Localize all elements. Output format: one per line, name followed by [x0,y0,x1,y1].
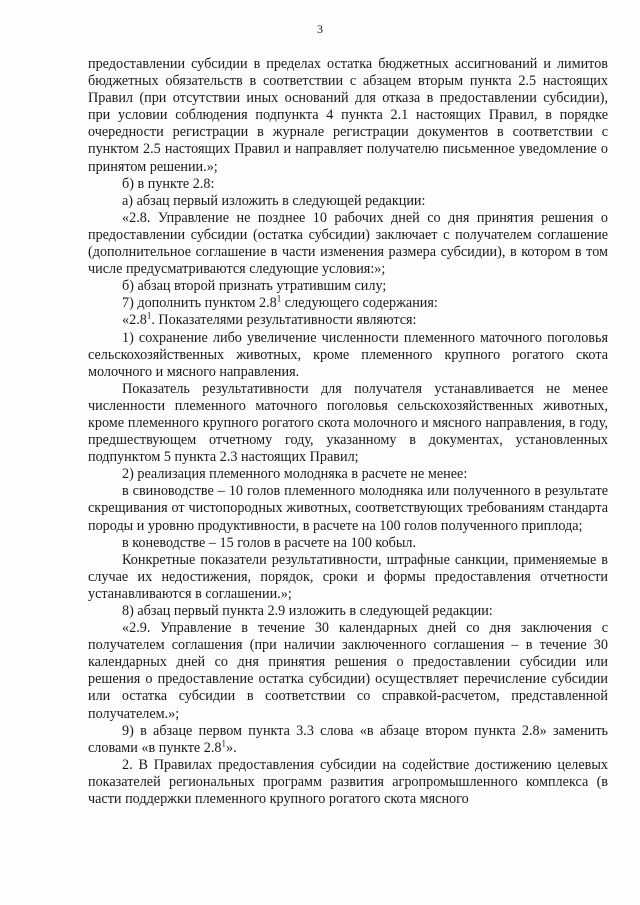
superscript: 1 [146,310,152,321]
paragraph: Показатель результативности для получателя устанавливается не менее численности племенного маточного поголовья сельскохозяйственных животных, кроме племенного крупного рогатого скота молочного и мясного направления, в году, предшествующем отчетному году, указанному в документах, установленных подпунктом 5 пункта 2.3 настоящих Правил; [88,380,608,466]
paragraph: 1) сохранение либо увеличение численности племенного маточного поголовья сельскохозяйственных животных, кроме племенного крупного рогатого скота молочного и мясного направления. [88,329,608,380]
paragraph: «$2.8^1$. Показателями результативности являются: [122,310,417,329]
paragraph: 2. В Правилах предоставления субсидии на содействие достижению целевых показателей региональных программ развития агропромышленного комплекса (в части поддержки племенного крупного рогатого скота мясного [88,756,608,808]
paragraph: б) в пункте 2.8: [122,175,215,192]
page-number: 3 [317,22,323,36]
paragraph: «2.8. Управление не позднее 10 рабочих дней со дня принятия решения о предоставлении субсидии (остатка субсидии) заключает с получателем соглашение (дополнительное соглашение в части изменения размера субсидии), в котором в том числе предусматриваются следующие условия:»; [88,209,608,278]
superscript: 1 [221,738,226,749]
paragraph: предоставлении субсидии в пределах остатка бюджетных ассигнований и лимитов бюджетных обязательств в соответствии с абзацем вторым пункта 2.5 настоящих Правил (при отсутствии иных оснований для отказа в предоставлении субсидии), при условии соблюдения подпункта 4 пункта 2.1 настоящих Правил, в порядке очередности регистрации в журнале регистрации документов в соответствии с пунктом 2.5 настоящих Правил и направляет получателю письменное уведомление о принятом решении.»; [88,56,608,175]
paragraph: в коневодстве – 15 голов в расчете на 100 кобыл. [122,534,417,551]
paragraph: Конкретные показатели результативности, штрафные санкции, применяемые в случае их недостижения, порядок, сроки и формы предоставления отчетности устанавливаются в соглашении.»; [88,551,608,602]
paragraph: 8) абзац первый пункта 2.9 изложить в следующей редакции: [122,603,493,619]
superscript: 1 [276,293,282,304]
paragraph: в свиноводстве – 10 голов племенного молодняка или полученного в результате скрещивания от чистопородных животных, соответствующих требованиям стандарта породы и уровню продуктивности, в расчете на 100 голов полученного приплода; [88,483,608,534]
paragraph: 9) в абзаце первом пункта 3.3 слова «в абзаце втором пункта 2.8» заменить словами «в пункте $2.8^1$». [88,722,608,756]
paragraph: а) абзац первый изложить в следующей редакции: [122,192,426,209]
paragraph: б) абзац второй признать утратившим силу; [122,278,387,295]
paragraph: 2) реализация племенного молодняка в расчете не менее: [122,466,468,483]
paragraph: 7) дополнить пунктом $2.8^1$ следующего содержания: [122,293,438,312]
document-body [88,56,608,808]
paragraph: «2.9. Управление в течение 30 календарных дней со дня заключения с получателем соглашения (при наличии заключенного соглашения – в течение 30 календарных дней со дня принятия решения о предоставлении субсидии или решения о предоставление остатка субсидии) осуществляет перечисление субсидии или остатка субсидии в соответствии со справкой-расчетом, представленной получателем.»; [88,620,608,722]
